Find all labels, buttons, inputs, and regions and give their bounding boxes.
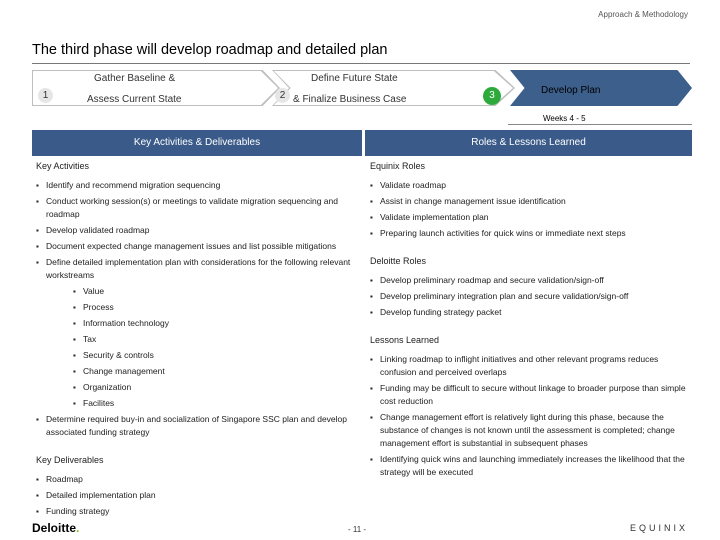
workstream-item: ▪ Value — [73, 285, 356, 298]
activities-header-bar: Key Activities & Deliverables — [32, 130, 362, 156]
workstream-item: ▪ Process — [73, 301, 356, 314]
deloitte-role-item: ▪ Develop funding strategy packet — [370, 306, 690, 319]
activities-heading: Key Activities — [36, 161, 90, 171]
lesson-item: ▪ Linking roadmap to inflight initiatives and other relevant programs reduces confusion and perceived overlaps — [370, 353, 690, 379]
phase-1-number: 1 — [38, 88, 53, 103]
deliverable-item: ▪ Funding strategy — [36, 505, 356, 518]
equinix-role-item: ▪ Assist in change management issue identification — [370, 195, 690, 208]
activity-item: ▪ Determine required buy-in and socialization of Singapore SSC plan and develop associated funding strategy — [36, 413, 356, 439]
phase-chevrons — [32, 70, 692, 106]
deloitte-role-item: ▪ Develop preliminary integration plan and secure validation/sign-off — [370, 290, 690, 303]
lesson-item: ▪ Identifying quick wins and launching immediately increases the likelihood that the strategy will be executed — [370, 453, 690, 479]
phase-2-label-line1: Define Future State — [311, 73, 398, 84]
phase-1-label-line1: Gather Baseline & — [94, 73, 176, 84]
deloitte-logo — [32, 521, 79, 535]
workstream-item: ▪ Information technology — [73, 317, 356, 330]
lessons-heading: Lessons Learned — [370, 335, 440, 345]
workstream-item: ▪ Change management — [73, 365, 356, 378]
deloitte-role-item: ▪ Develop preliminary roadmap and secure validation/sign-off — [370, 274, 690, 287]
phase-1-label-line2: Assess Current State — [87, 94, 182, 105]
equinix-roles-heading: Equinix Roles — [370, 161, 426, 171]
lesson-item: ▪ Funding may be difficult to secure without linkage to broader purpose than simple cost reduction — [370, 382, 690, 408]
activity-item: ▪ Document expected change management issues and list possible mitigations — [36, 240, 356, 253]
phase-2-number: 2 — [275, 88, 290, 103]
section-label: Approach & Methodology — [598, 10, 688, 19]
deloitte-logo-text: Deloitte — [32, 521, 77, 535]
weeks-divider — [508, 124, 692, 125]
workstream-item: ▪ Facilites — [73, 397, 356, 410]
deloitte-logo-dot: . — [76, 521, 80, 535]
activity-item: ▪ Define detailed implementation plan with considerations for the following relevant workstreams — [36, 256, 356, 282]
weeks-label: Weeks 4 - 5 — [543, 114, 586, 123]
deloitte-roles-heading: Deloitte Roles — [370, 256, 427, 266]
deliverable-item: ▪ Roadmap — [36, 473, 356, 486]
activities-column — [36, 160, 356, 521]
activity-item: ▪ Conduct working session(s) or meetings to validate migration sequencing and roadmap — [36, 195, 356, 221]
phase-3-label: Develop Plan — [541, 85, 601, 96]
workstream-item: ▪ Organization — [73, 381, 356, 394]
activity-item: ▪ Identify and recommend migration sequencing — [36, 179, 356, 192]
workstream-item: ▪ Tax — [73, 333, 356, 346]
roles-column — [370, 160, 690, 482]
roles-header-bar: Roles & Lessons Learned — [365, 130, 692, 156]
deliverable-item: ▪ Detailed implementation plan — [36, 489, 356, 502]
workstream-item: ▪ Security & controls — [73, 349, 356, 362]
deliverables-heading: Key Deliverables — [36, 455, 104, 465]
phase-3-number: 3 — [483, 87, 501, 105]
equinix-role-item: ▪ Preparing launch activities for quick wins or immediate next steps — [370, 227, 690, 240]
page-number: - 11 - — [348, 525, 367, 534]
equinix-role-item: ▪ Validate implementation plan — [370, 211, 690, 224]
title-divider — [32, 63, 690, 64]
activity-item: ▪ Develop validated roadmap — [36, 224, 356, 237]
lesson-item: ▪ Change management effort is relatively light during this phase, because the substance of changes is not known until the assessment is completed; change management effort is substantial in subsequent phases — [370, 411, 690, 450]
phase-2-label-line2: & Finalize Business Case — [293, 94, 407, 105]
equinix-role-item: ▪ Validate roadmap — [370, 179, 690, 192]
phase-3-chevron — [510, 70, 692, 106]
page-title: The third phase will develop roadmap and detailed plan — [32, 42, 388, 58]
equinix-logo: EQUINIX — [629, 523, 688, 533]
